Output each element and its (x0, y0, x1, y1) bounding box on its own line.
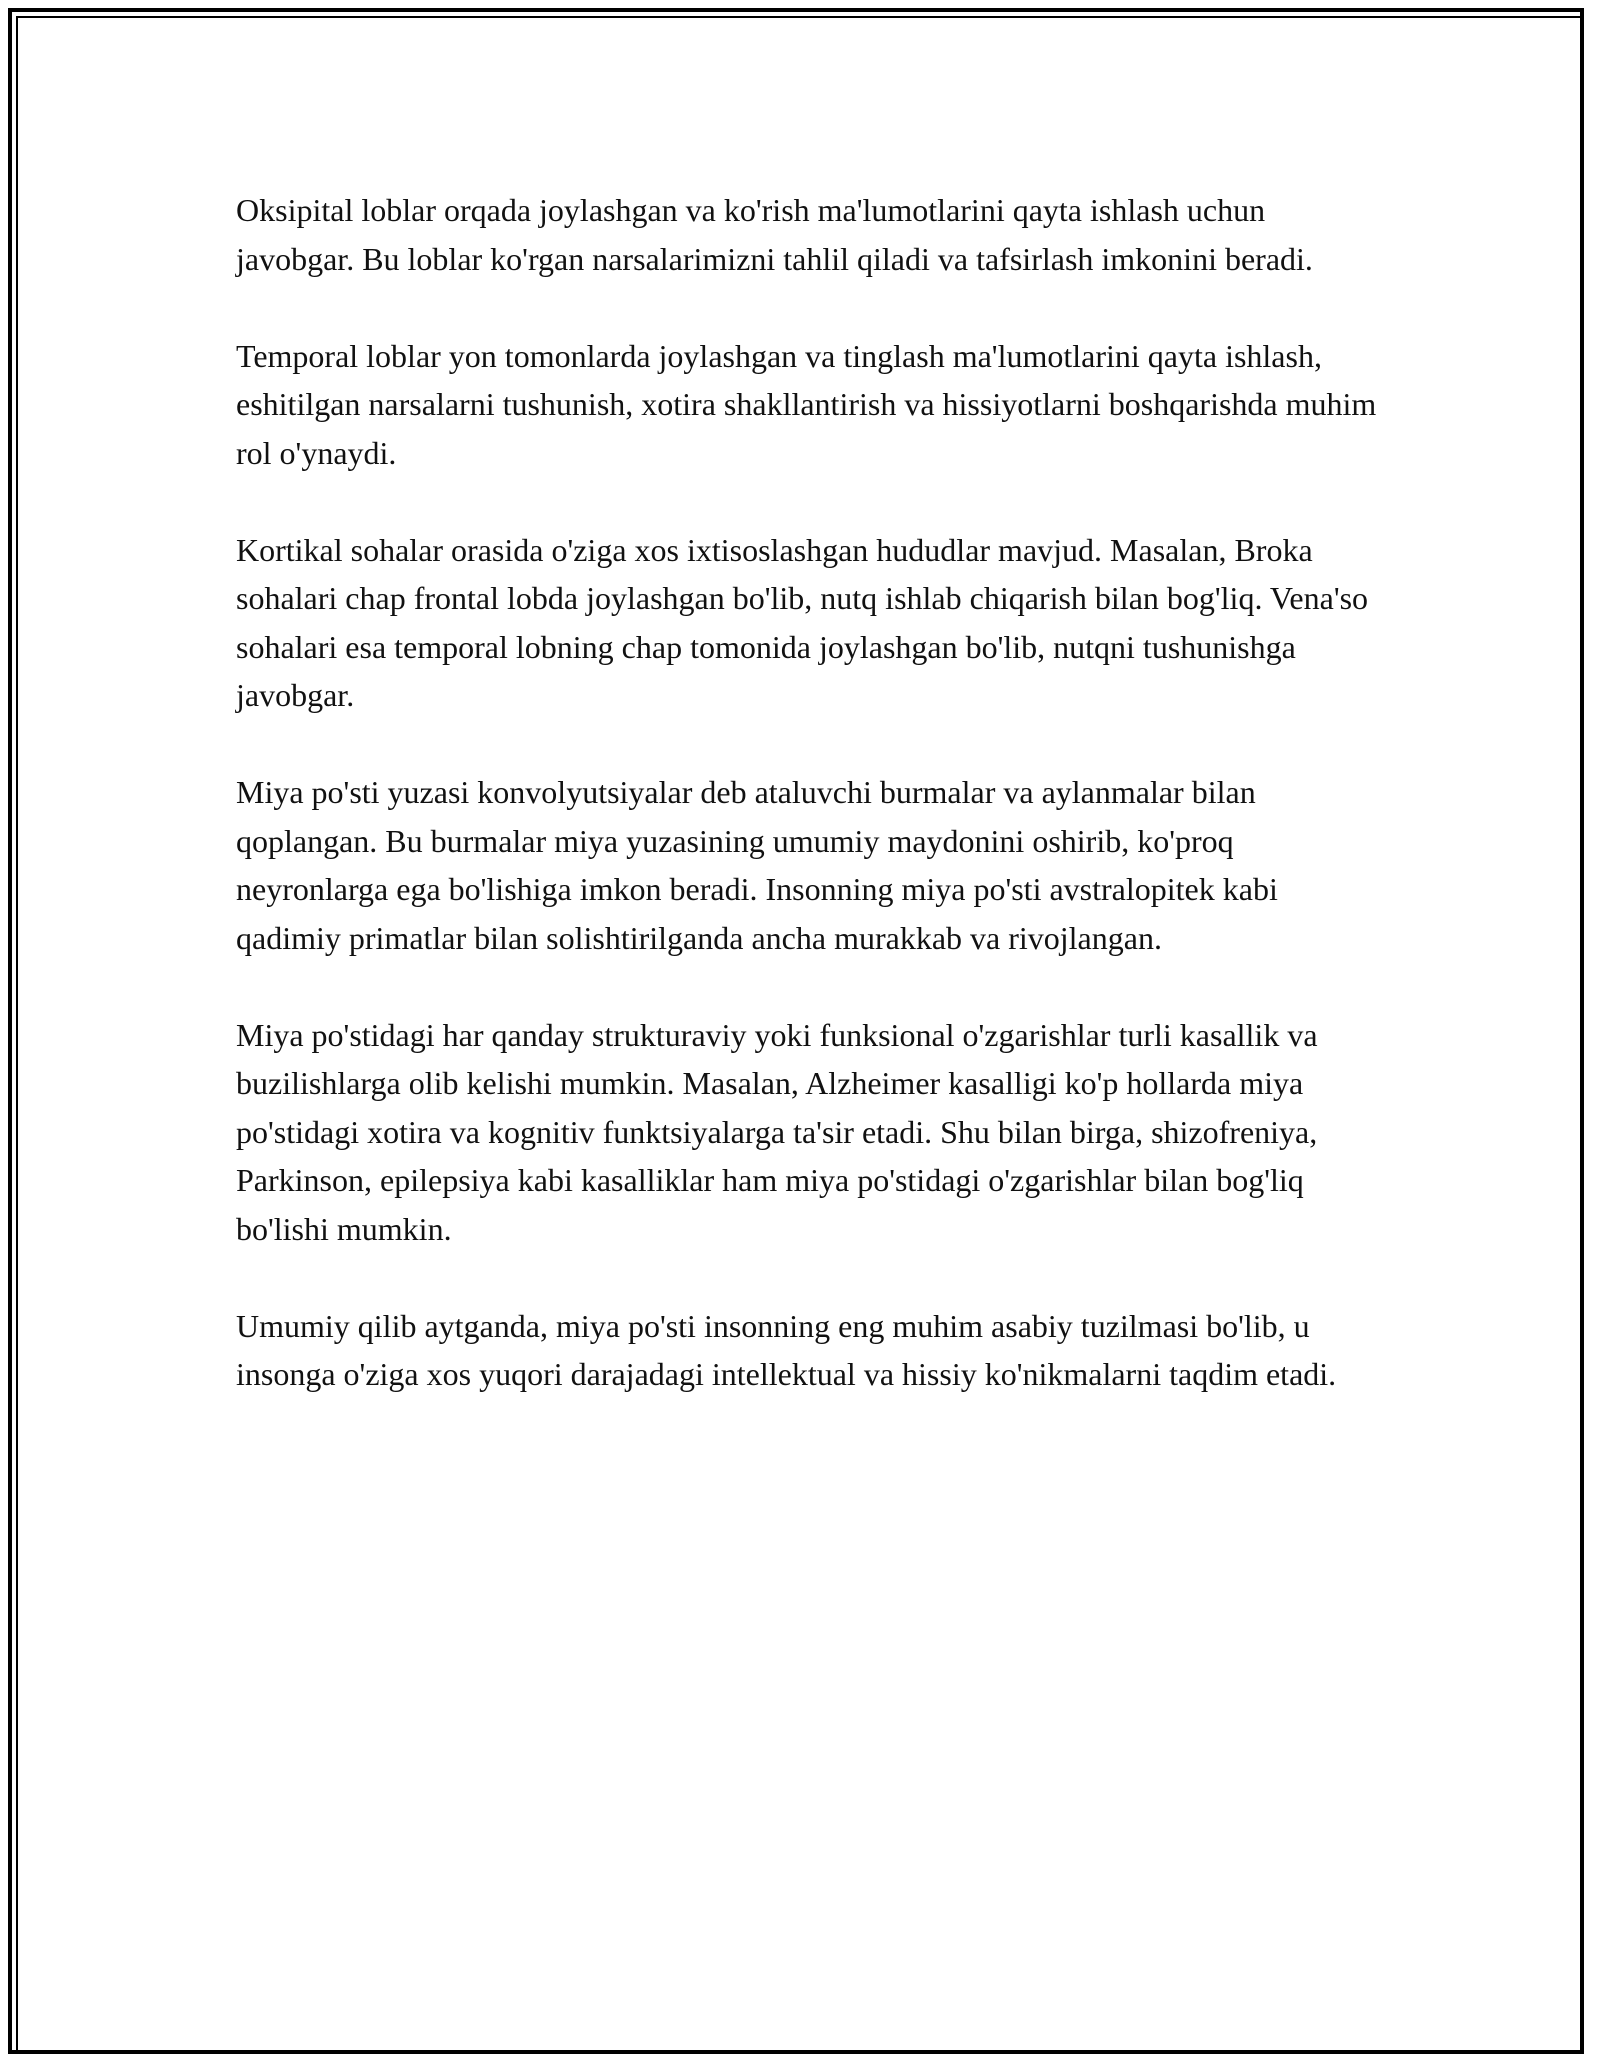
paragraph-disorders: Miya po'stidagi har qanday strukturaviy yoki funksional o'zgarishlar turli kasallik va buzilishlarga olib kelishi mumkin. Masalan, Alzheimer kasalligi ko'p hollarda miya po'stidagi xotira va kognitiv funktsiyalarga ta'sir etadi. Shu bilan birga, shizofreniya, Parkinson, epilepsiya kabi kasalliklar ham miya po'stidagi o'zgarishlar bilan bog'liq bo'lishi mumkin. (236, 1016, 1318, 1247)
paragraph-cortical-areas: Kortikal sohalar orasida o'ziga xos ixtisoslashgan hududlar mavjud. Masalan, Broka sohalari chap frontal lobda joylashgan bo'lib, nutq ishlab chiqarish bilan bog'liq. Vena'so sohalari esa temporal lobning chap tomonida joylashgan bo'lib, nutqni tushunishga javobgar. (236, 531, 1369, 713)
paragraph-temporal-lobes: Temporal loblar yon tomonlarda joylashgan va tinglash ma'lumotlarini qayta ishlash, eshitilgan narsalarni tushunish, xotira shakllantirish va hissiyotlarni boshqarishda muhim rol o'ynaydi. (236, 337, 1377, 471)
document-body (236, 186, 1386, 1447)
paragraph-convolutions: Miya po'sti yuzasi konvolyutsiyalar deb ataluvchi burmalar va aylanmalar bilan qoplangan. Bu burmalar miya yuzasining umumiy maydonini oshirib, ko'proq neyronlarga ega bo'lishiga imkon beradi. Insonning miya po'sti avstralopitek kabi qadimiy primatlar bilan solishtirilganda ancha murakkab va rivojlangan. (236, 774, 1278, 956)
paragraph-conclusion: Umumiy qilib aytganda, miya po'sti insonning eng muhim asabiy tuzilmasi bo'lib, u insonga o'ziga xos yuqori darajadagi intellektual va hissiy ko'nikmalarni taqdim etadi. (236, 1307, 1337, 1392)
paragraph-occipital-lobes: Oksipital loblar orqada joylashgan va ko'rish ma'lumotlarini qayta ishlash uchun javobgar. Bu loblar ko'rgan narsalarimizni tahlil qiladi va tafsirlash imkonini beradi. (236, 192, 1313, 277)
